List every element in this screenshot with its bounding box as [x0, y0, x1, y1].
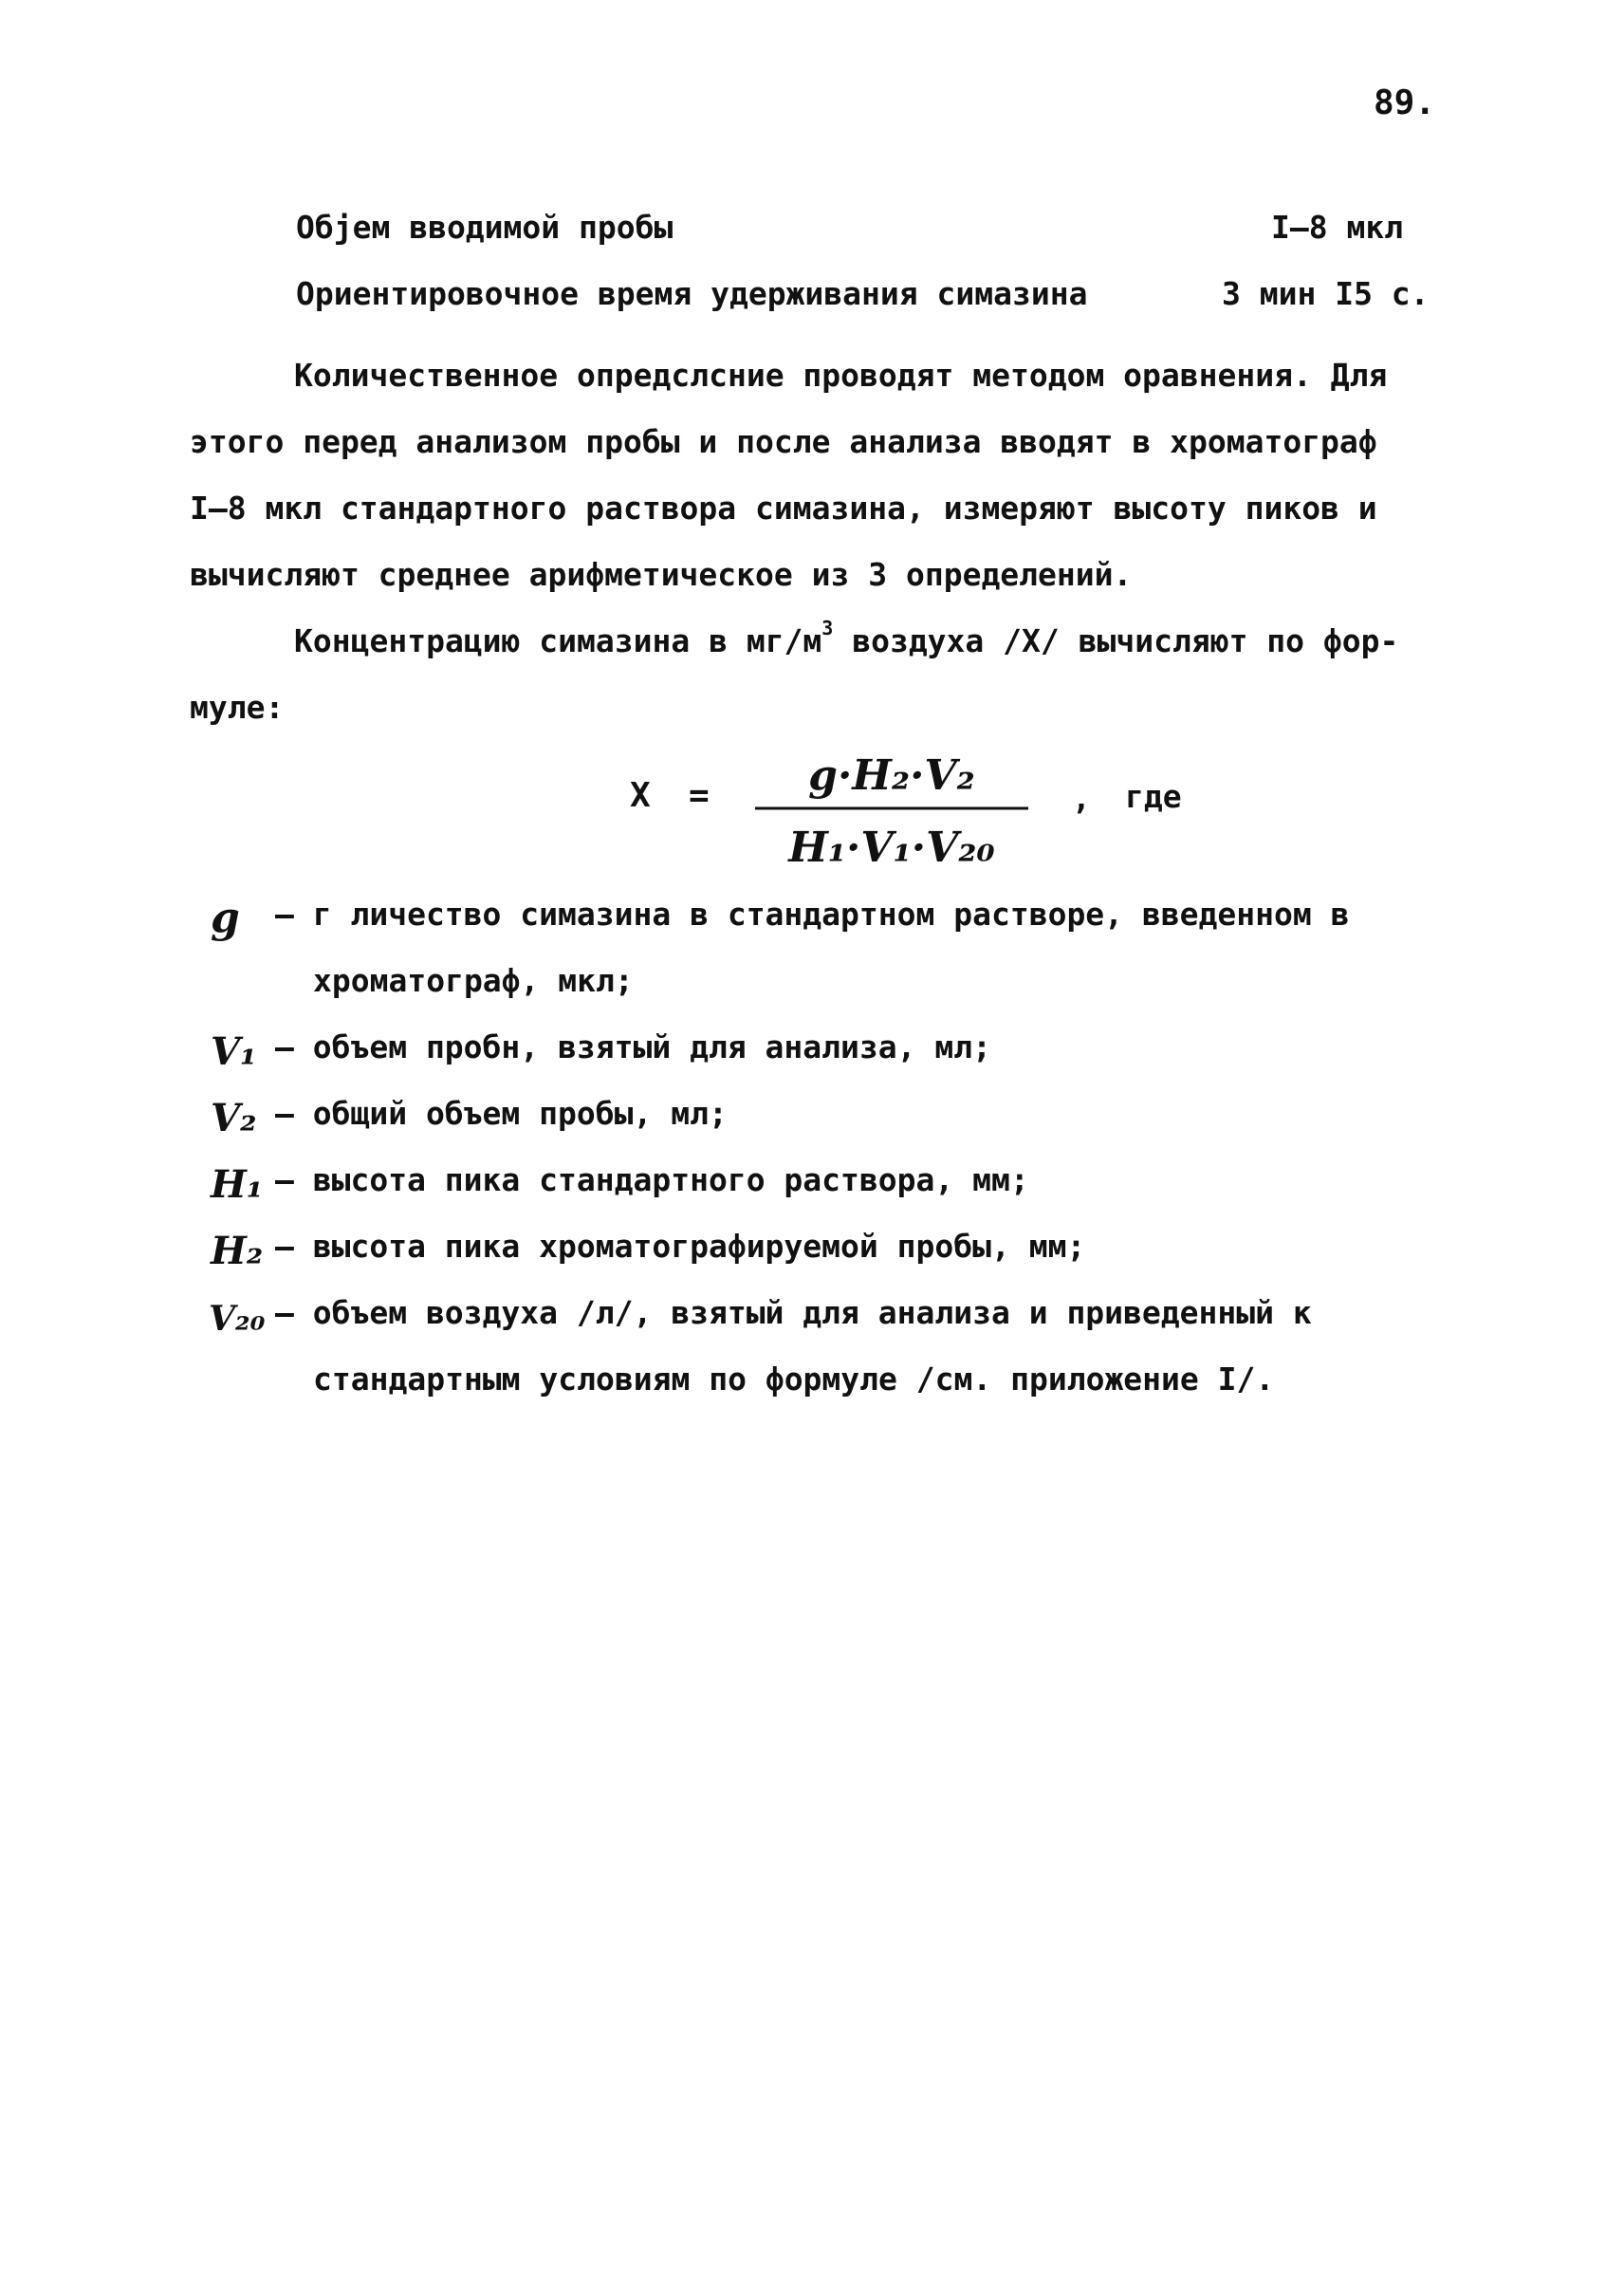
paragraph1-line1: Количественное опредслсние проводят методом оравнения. Для: [294, 357, 1388, 394]
paragraph2-line2: муле:: [190, 689, 285, 726]
legend-v1-text: – объем пробн, взятый для анализа, мл;: [275, 1028, 991, 1065]
legend-symbol-v20-text: V₂₀: [209, 1299, 266, 1339]
legend-v20-text: – объем воздуха /л/, взятый для анализа и приведенный к: [275, 1294, 1312, 1331]
legend-h1-text: – высота пика стандартного раствора, мм;: [275, 1161, 1029, 1198]
paragraph2-line1-after: воздуха /X/ вычисляют по фор-: [833, 622, 1399, 659]
legend-v20-cont: стандартным условиям по формуле /см. приложение I/.: [313, 1361, 1275, 1398]
cubic-superscript: 3: [821, 617, 834, 639]
legend-symbol-v2: [207, 1087, 273, 1144]
legend-symbol-g: [207, 888, 273, 945]
legend-symbol-h1: [207, 1154, 273, 1211]
legend-v2-text: – общий объем пробы, мл;: [275, 1095, 728, 1132]
legend-g-cont: хроматограф, мкл;: [313, 962, 634, 999]
legend-symbol-h2-text: H₂: [211, 1229, 264, 1273]
legend-symbol-v2-text: V₂: [211, 1096, 257, 1140]
page-number: 89.: [1374, 83, 1436, 122]
paragraph1-line4: вычисляют среднее арифметическое из 3 определений.: [190, 556, 1133, 593]
retention-time-label: Ориентировочное время удерживания симазина: [296, 275, 1088, 312]
legend-h2-text: – высота пика хроматографируемой пробы, мм;: [275, 1228, 1086, 1265]
sample-volume-value: I–8 мкл: [1271, 209, 1404, 246]
legend-g-text: – г личество симазина в стандартном растворе, введенном в: [275, 896, 1350, 933]
formula-comma: ,: [1072, 780, 1091, 817]
legend-symbol-v20: [207, 1287, 273, 1343]
sample-volume-label: Објем вводимой пробы: [296, 209, 674, 246]
retention-time-value: 3 мин I5 с.: [1222, 275, 1430, 312]
legend-symbol-h2: [207, 1220, 273, 1277]
formula-denominator: H₁·V₁·V₂₀: [788, 824, 995, 872]
legend-symbol-v1: [207, 1021, 273, 1078]
formula-where: где: [1125, 778, 1182, 815]
formula-lhs: X: [630, 776, 651, 815]
formula-equals: =: [689, 776, 710, 815]
paragraph1-line2: этого перед анализом пробы и после анализа вводят в хроматограф: [190, 423, 1377, 460]
paragraph2-line1: [294, 617, 1399, 659]
paragraph2-line1-before: Концентрацию симазина в мг/м: [294, 622, 822, 659]
legend-symbol-v1-text: V₁: [211, 1029, 257, 1074]
formula-fraction: [751, 736, 1032, 879]
paragraph1-line3: I–8 мкл стандартного раствора симазина, измеряют высоту пиков и: [190, 490, 1377, 527]
legend-symbol-g-text: g: [211, 894, 240, 942]
formula-numerator: g·H₂·V₂: [808, 751, 975, 800]
legend-symbol-h1-text: H₁: [211, 1162, 264, 1207]
